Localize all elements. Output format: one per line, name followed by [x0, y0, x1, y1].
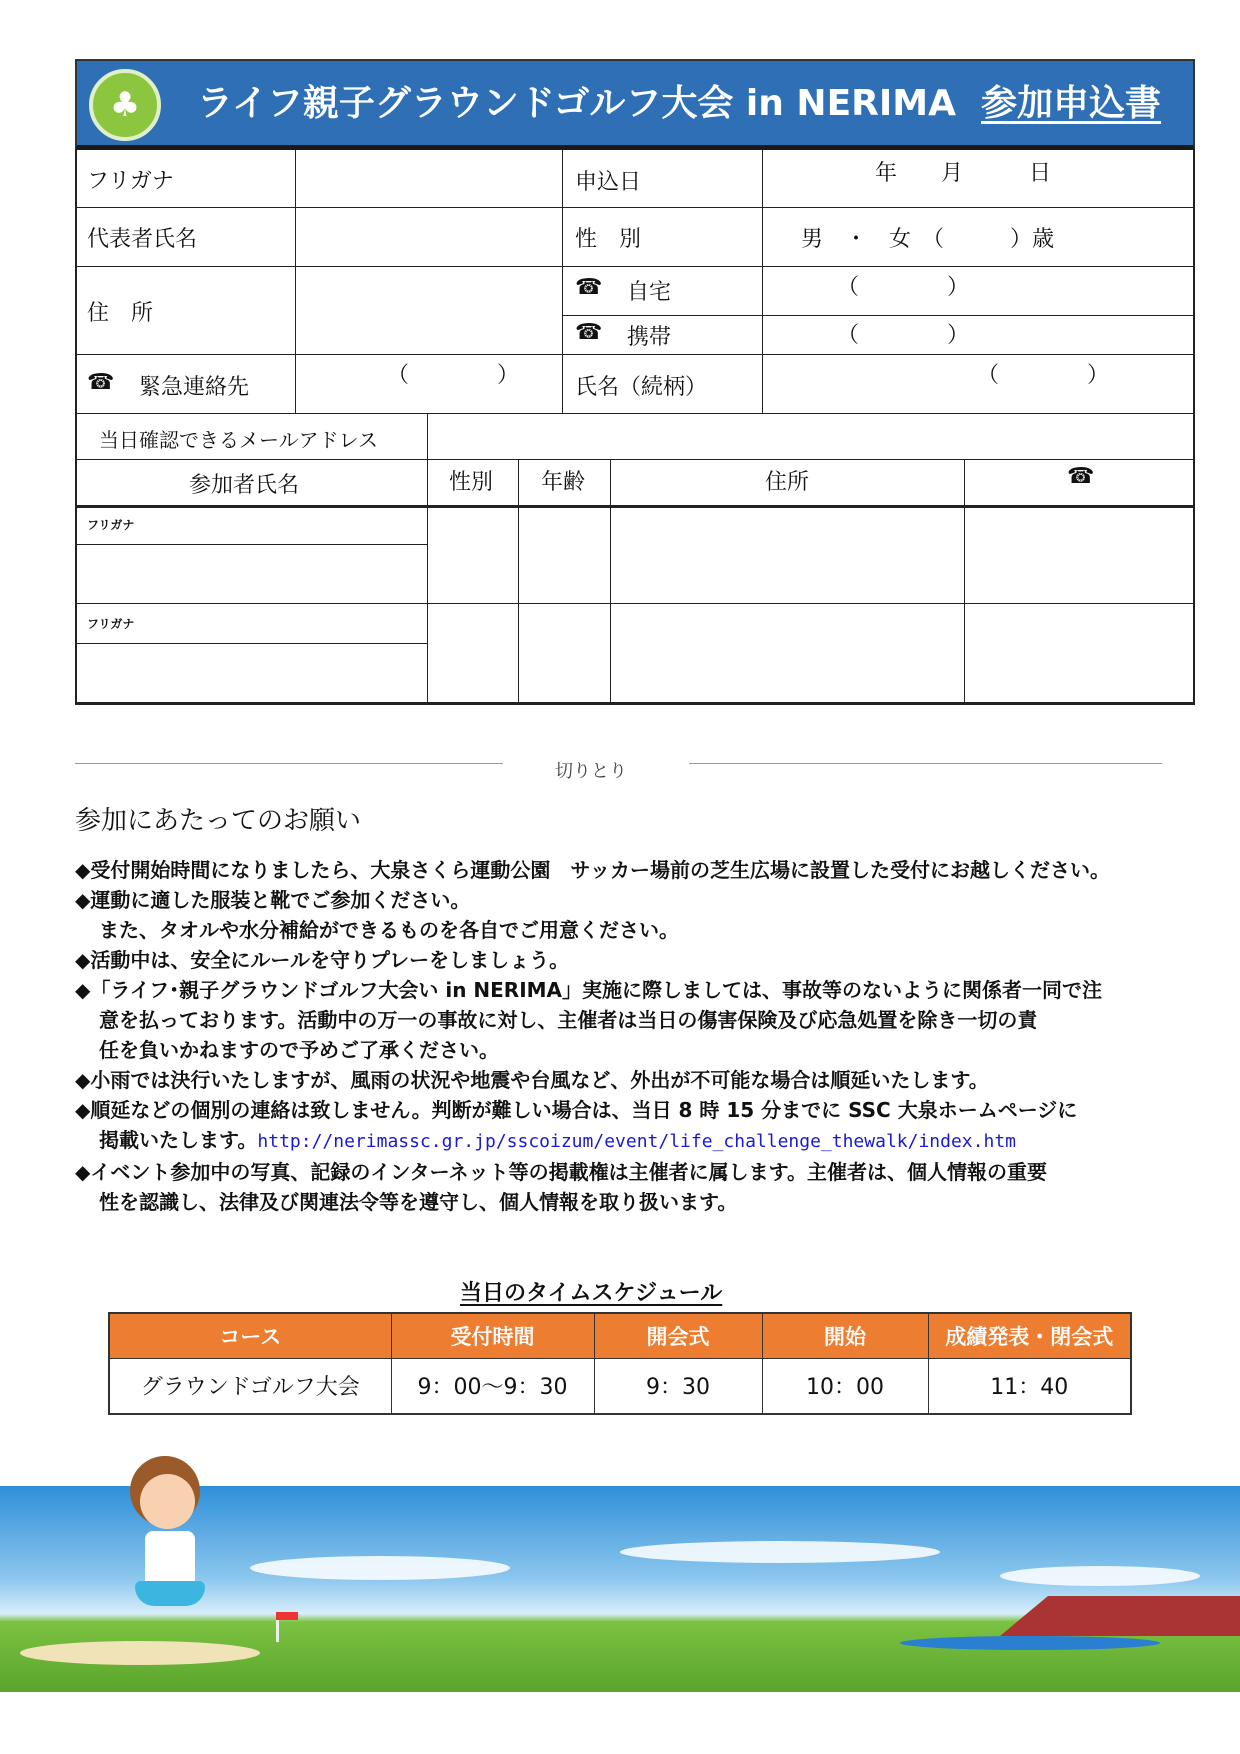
notice-line: ◆運動に適した服装と靴でご参加ください。 [75, 888, 471, 912]
notice-title: 参加にあたってのお願い [75, 806, 362, 836]
notice-line: ◆活動中は、安全にルールを守りプレーをしましょう。 [75, 948, 570, 972]
schedule-cell: 9：30 [594, 1358, 762, 1414]
participant-name-header: 参加者氏名 [189, 473, 300, 498]
relation-name-label: 氏名（続柄） [575, 375, 708, 400]
furigana-label: フリガナ [87, 169, 174, 194]
cut-line [75, 763, 503, 764]
gender-age-field[interactable]: 男 ・ 女 （ ）歳 [801, 227, 1055, 252]
participant-gender-header: 性別 [449, 470, 494, 495]
schedule-cell: グラウンドゴルフ大会 [109, 1358, 391, 1414]
relation-name-field[interactable]: （ ） [977, 363, 1110, 388]
schedule-header: 開始 [762, 1313, 928, 1358]
emergency-phone-field[interactable]: （ ） [387, 363, 520, 388]
notice-line: ◆小雨では決行いたしますが、風雨の状況や地震や台風など、外出が不可能な場合は順延いたします。 [75, 1068, 989, 1092]
address-input[interactable] [296, 267, 562, 354]
home-phone-field[interactable]: （ ） [837, 275, 970, 300]
cut-label: 切りとり [555, 761, 627, 782]
notice-line: ◆受付開始時間になりましたら、大泉さくら運動公園 サッカー場前の芝生広場に設置した受付にお越しください。 [75, 858, 1110, 882]
notice-line: 掲載いたします。 [99, 1128, 258, 1152]
email-label: 当日確認できるメールアドレス [99, 428, 378, 452]
schedule-cell: 9：00～9：30 [391, 1358, 594, 1414]
pond-icon [900, 1636, 1160, 1650]
notice-line: 性を認識し、法律及び関連法令等を遵守し、個人情報を取り扱います。 [99, 1190, 738, 1214]
home-phone-label: 自宅 [627, 280, 672, 305]
cut-line [689, 763, 1162, 764]
furigana-input[interactable] [296, 150, 562, 207]
emergency-contact-label: 緊急連絡先 [139, 375, 250, 400]
address-label: 住 所 [87, 301, 154, 326]
schedule-row [109, 1358, 1131, 1414]
notice-line: また、タオルや水分補給ができるものを各自でご用意ください。 [99, 918, 679, 942]
email-input[interactable] [428, 414, 1193, 459]
gender-label: 性 別 [575, 227, 642, 252]
clover-logo-icon: ♣ [89, 69, 161, 141]
golf-course-illustration [0, 1486, 1240, 1692]
flag-icon [276, 1612, 279, 1642]
schedule-header-row [109, 1313, 1131, 1358]
phone-icon: ☎ [575, 320, 603, 345]
form-header [75, 59, 1195, 150]
page-title: ライフ親子グラウンドゴルフ大会 in NERIMA 参加申込書 [197, 83, 1162, 124]
schedule-header: コース [109, 1313, 391, 1358]
rep-name-label: 代表者氏名 [87, 227, 198, 252]
mobile-phone-label: 携帯 [627, 325, 672, 350]
notice-list [75, 855, 1175, 1217]
golfer-girl-icon [110, 1456, 220, 1666]
mobile-phone-field[interactable]: （ ） [837, 323, 970, 348]
schedule-table [108, 1312, 1132, 1415]
schedule-header: 開会式 [594, 1313, 762, 1358]
notice-line: ◆順延などの個別の連絡は致しません。判断が難しい場合は、当日 8 時 15 分までに SSC 大泉ホームページに [75, 1098, 1078, 1122]
apply-date-field[interactable]: 年 月 日 [875, 161, 1052, 186]
schedule-header: 受付時間 [391, 1313, 594, 1358]
homepage-link[interactable]: http://nerimassc.gr.jp/sscoizum/event/life_challenge_thewalk/index.htm [257, 1131, 1016, 1152]
application-form [75, 150, 1195, 705]
notice-line: 任を負いかねますので予めご了承ください。 [99, 1038, 499, 1062]
participant-furigana-label: フリガナ [87, 617, 135, 631]
schedule-title: 当日のタイムスケジュール [460, 1281, 723, 1306]
notice-line: ◆イベント参加中の写真、記録のインターネット等の掲載権は主催者に属します。主催者は、個人情報の重要 [75, 1160, 1047, 1184]
phone-icon: ☎ [1067, 464, 1095, 489]
participant-address-header: 住所 [765, 470, 810, 495]
participant-age-header: 年齢 [541, 470, 586, 495]
rep-name-input[interactable] [296, 208, 562, 266]
phone-icon: ☎ [575, 275, 603, 300]
schedule-header: 成績発表・閉会式 [928, 1313, 1131, 1358]
notice-line: 意を払っております。活動中の万一の事故に対し、主催者は当日の傷害保険及び応急処置を除き一切の責 [99, 1008, 1038, 1032]
clubhouse-icon [1000, 1596, 1240, 1636]
apply-date-label: 申込日 [575, 170, 642, 195]
participant-furigana-label: フリガナ [87, 518, 135, 532]
notice-line: ◆「ライフ･親子グラウンドゴルフ大会い in NERIMA」実施に際しましては、事故等のないように関係者一同で注 [75, 978, 1103, 1002]
schedule-cell: 10：00 [762, 1358, 928, 1414]
phone-icon: ☎ [87, 370, 115, 395]
schedule-cell: 11：40 [928, 1358, 1131, 1414]
